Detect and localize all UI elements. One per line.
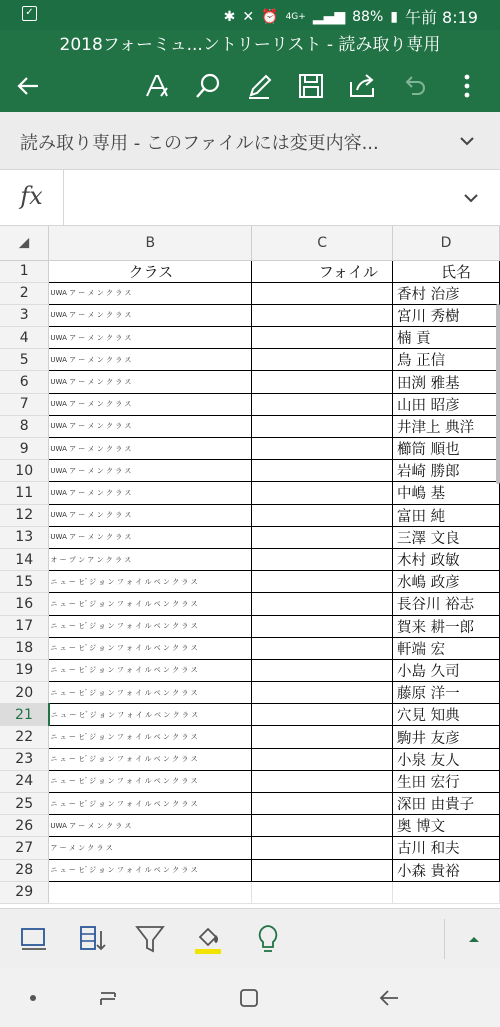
spreadsheet-grid[interactable] <box>0 226 500 908</box>
cell-foil[interactable] <box>252 482 393 504</box>
table-row <box>0 349 500 371</box>
row-number[interactable]: 16 <box>0 593 49 615</box>
table-row <box>0 327 500 349</box>
table-row <box>0 504 500 526</box>
window-title: 2018フォーミュ...ントリーリスト - 読み取り専用 <box>0 30 500 60</box>
lightbulb-icon[interactable] <box>252 923 284 955</box>
cell-foil[interactable] <box>252 615 393 637</box>
select-all-corner[interactable] <box>0 226 49 260</box>
cell-foil[interactable] <box>252 793 393 815</box>
cell-class[interactable]: ニ ュ ー ヒ ゙ ジ ョ ン フ ォ イ ル ベ ン ク ラ ス <box>49 748 252 770</box>
table-row <box>0 726 500 748</box>
cell-name[interactable]: 小泉 友人 <box>393 748 500 770</box>
android-nav-bar <box>0 968 500 1027</box>
row-number[interactable]: 29 <box>0 881 49 903</box>
cell-name[interactable]: 小森 貴裕 <box>393 859 500 881</box>
table-row <box>0 637 500 659</box>
cell-class[interactable]: ニ ュ ー ヒ ゙ ジ ョ ン フ ォ イ ル ベ ン ク ラ ス <box>49 793 252 815</box>
formula-bar[interactable] <box>0 170 500 226</box>
cell-name[interactable]: 生田 宏行 <box>393 770 500 792</box>
cell-foil[interactable] <box>252 460 393 482</box>
table-row <box>0 682 500 704</box>
nav-dot-icon[interactable] <box>20 985 46 1011</box>
column-header-b[interactable]: B <box>49 226 252 260</box>
cell-class[interactable]: UWA ア ー メ ン ク ラ ス <box>49 393 252 415</box>
cell-class[interactable]: UWA ア ー メ ン ク ラ ス <box>49 415 252 437</box>
more-icon[interactable] <box>451 70 483 102</box>
row-number[interactable]: 15 <box>0 571 49 593</box>
cell-name[interactable]: 田渕 雅基 <box>393 371 500 393</box>
cell-foil[interactable] <box>252 726 393 748</box>
network-badge: 4G+ <box>285 11 306 22</box>
table-row <box>0 304 500 326</box>
row-number[interactable]: 24 <box>0 770 49 792</box>
table-row <box>0 593 500 615</box>
cell-class[interactable]: オ ー プ ン ア ン ク ラ ス <box>49 548 252 570</box>
row-number[interactable]: 4 <box>0 327 49 349</box>
row-number[interactable]: 27 <box>0 837 49 859</box>
cell-foil[interactable] <box>252 282 393 304</box>
row-number[interactable]: 18 <box>0 637 49 659</box>
mute-icon: ✕ <box>242 8 255 25</box>
bluetooth-icon: ✱ <box>223 8 236 25</box>
cell-foil[interactable] <box>252 859 393 881</box>
cell-foil[interactable] <box>252 704 393 726</box>
fx-label: fx <box>0 170 64 225</box>
cell-class[interactable]: UWA ア ー メ ン ク ラ ス <box>49 282 252 304</box>
row-number[interactable]: 12 <box>0 504 49 526</box>
sheet-table <box>0 226 500 904</box>
filter-icon[interactable] <box>134 923 166 955</box>
undo-icon <box>398 70 430 102</box>
row-number[interactable]: 5 <box>0 349 49 371</box>
cell-empty[interactable] <box>252 881 393 903</box>
row-number[interactable]: 1 <box>0 260 49 282</box>
header-cell-name[interactable]: 氏名 <box>393 260 500 282</box>
row-number[interactable]: 26 <box>0 815 49 837</box>
cell-name[interactable]: 富田 純 <box>393 504 500 526</box>
row-number[interactable]: 21 <box>0 704 49 726</box>
nav-back-icon[interactable] <box>376 985 402 1011</box>
cell-class[interactable]: ア ー メ ン ク ラ ス <box>49 837 252 859</box>
search-icon[interactable] <box>192 70 224 102</box>
cell-class[interactable]: ニ ュ ー ヒ ゙ ジ ョ ン フ ォ イ ル ベ ン ク ラ ス <box>49 704 252 726</box>
table-row <box>0 815 500 837</box>
cell-name[interactable]: 三澤 文良 <box>393 526 500 548</box>
cell-name[interactable]: 宮川 秀樹 <box>393 304 500 326</box>
cell-name[interactable]: 駒井 友彦 <box>393 726 500 748</box>
row-number[interactable]: 7 <box>0 393 49 415</box>
table-row <box>0 526 500 548</box>
sort-icon[interactable] <box>77 923 109 955</box>
cell-foil[interactable] <box>252 837 393 859</box>
cell-name[interactable]: 木村 政敏 <box>393 548 500 570</box>
row-number[interactable]: 10 <box>0 460 49 482</box>
cell-class[interactable]: ニ ュ ー ヒ ゙ ジ ョ ン フ ォ イ ル ベ ン ク ラ ス <box>49 682 252 704</box>
row-number[interactable]: 3 <box>0 304 49 326</box>
table-row <box>0 482 500 504</box>
expand-up-icon[interactable] <box>458 923 490 955</box>
cell-class[interactable]: UWA ア ー メ ン ク ラ ス <box>49 349 252 371</box>
table-row <box>0 282 500 304</box>
status-bar-right <box>224 5 478 28</box>
bottom-ribbon <box>0 908 500 968</box>
cell-name[interactable]: 奥 博文 <box>393 815 500 837</box>
cell-foil[interactable] <box>252 682 393 704</box>
alarm-icon: ⏰ <box>261 8 279 25</box>
recent-apps-icon[interactable] <box>95 985 121 1011</box>
column-header-d[interactable]: D <box>393 226 500 260</box>
table-row <box>0 393 500 415</box>
cell-name[interactable]: 賀来 耕一郎 <box>393 615 500 637</box>
cell-name[interactable]: 水嶋 政彦 <box>393 571 500 593</box>
row-number[interactable]: 8 <box>0 415 49 437</box>
cell-name[interactable]: 楠 貢 <box>393 327 500 349</box>
row-number[interactable]: 20 <box>0 682 49 704</box>
row-number[interactable]: 17 <box>0 615 49 637</box>
cell-name[interactable]: 長谷川 裕志 <box>393 593 500 615</box>
pen-icon[interactable] <box>243 70 275 102</box>
battery-percent: 88% <box>352 8 384 25</box>
ribbon-divider <box>444 919 445 959</box>
cell-class[interactable]: ニ ュ ー ヒ ゙ ジ ョ ン フ ォ イ ル ベ ン ク ラ ス <box>49 571 252 593</box>
cell-name[interactable]: 香村 治彦 <box>393 282 500 304</box>
table-row <box>0 770 500 792</box>
back-arrow-icon[interactable] <box>12 70 44 102</box>
cell-foil[interactable] <box>252 571 393 593</box>
table-row <box>0 615 500 637</box>
cell-foil[interactable] <box>252 504 393 526</box>
cell-name[interactable]: 藤原 洋一 <box>393 682 500 704</box>
cell-empty[interactable] <box>393 881 500 903</box>
cell-name[interactable]: 中嶋 基 <box>393 482 500 504</box>
table-row <box>0 837 500 859</box>
cell-class[interactable]: UWA ア ー メ ン ク ラ ス <box>49 504 252 526</box>
cell-name[interactable]: 山田 昭彦 <box>393 393 500 415</box>
table-row-empty <box>0 881 500 903</box>
table-row <box>0 571 500 593</box>
table-row <box>0 704 500 726</box>
scroll-handle[interactable] <box>496 304 500 484</box>
text-style-icon[interactable] <box>141 70 173 102</box>
cell-foil[interactable] <box>252 371 393 393</box>
cell-foil[interactable] <box>252 327 393 349</box>
banner-text: 読み取り専用 - このファイルには変更内容... <box>20 133 379 154</box>
notification-check-icon: ✓ <box>22 6 37 21</box>
table-row <box>0 460 500 482</box>
cell-name[interactable]: 深田 由貴子 <box>393 793 500 815</box>
save-icon[interactable] <box>295 70 327 102</box>
sheet-view-icon[interactable] <box>18 923 50 955</box>
cell-class[interactable]: ニ ュ ー ヒ ゙ ジ ョ ン フ ォ イ ル ベ ン ク ラ ス <box>49 859 252 881</box>
cell-foil[interactable] <box>252 748 393 770</box>
row-number[interactable]: 23 <box>0 748 49 770</box>
cell-name[interactable]: 古川 和夫 <box>393 837 500 859</box>
cell-foil[interactable] <box>252 393 393 415</box>
cell-foil[interactable] <box>252 815 393 837</box>
cell-foil[interactable] <box>252 770 393 792</box>
cell-class[interactable]: ニ ュ ー ヒ ゙ ジ ョ ン フ ォ イ ル ベ ン ク ラ ス <box>49 726 252 748</box>
cell-name[interactable]: 櫛筒 順也 <box>393 438 500 460</box>
cell-name[interactable]: 鳥 正信 <box>393 349 500 371</box>
row-number[interactable]: 28 <box>0 859 49 881</box>
table-row <box>0 548 500 570</box>
cell-class[interactable]: ニ ュ ー ヒ ゙ ジ ョ ン フ ォ イ ル ベ ン ク ラ ス <box>49 593 252 615</box>
row-number[interactable]: 14 <box>0 548 49 570</box>
cell-class[interactable]: UWA ア ー メ ン ク ラ ス <box>49 371 252 393</box>
cell-class[interactable]: UWA ア ー メ ン ク ラ ス <box>49 304 252 326</box>
row-number[interactable]: 22 <box>0 726 49 748</box>
row-number[interactable]: 11 <box>0 482 49 504</box>
table-row <box>0 793 500 815</box>
cell-class[interactable]: UWA ア ー メ ン ク ラ ス <box>49 327 252 349</box>
row-number[interactable]: 19 <box>0 659 49 681</box>
cell-class[interactable]: UWA ア ー メ ン ク ラ ス <box>49 482 252 504</box>
battery-icon: ▮ <box>390 8 398 25</box>
read-only-banner[interactable] <box>0 112 500 170</box>
cell-class[interactable]: UWA ア ー メ ン ク ラ ス <box>49 815 252 837</box>
cell-foil[interactable] <box>252 438 393 460</box>
row-number[interactable]: 6 <box>0 371 49 393</box>
cell-name[interactable]: 軒端 宏 <box>393 637 500 659</box>
cell-foil[interactable] <box>252 637 393 659</box>
cell-foil[interactable] <box>252 526 393 548</box>
row-number[interactable]: 25 <box>0 793 49 815</box>
cell-name[interactable]: 井津上 典洋 <box>393 415 500 437</box>
cell-name[interactable]: 穴見 知典 <box>393 704 500 726</box>
cell-foil[interactable] <box>252 593 393 615</box>
home-icon[interactable] <box>236 985 262 1011</box>
cell-class[interactable]: UWA ア ー メ ン ク ラ ス <box>49 460 252 482</box>
column-header-c[interactable]: C <box>252 226 393 260</box>
cell-foil[interactable] <box>252 659 393 681</box>
table-row <box>0 659 500 681</box>
cell-name[interactable]: 小島 久司 <box>393 659 500 681</box>
row-number[interactable]: 9 <box>0 438 49 460</box>
cell-foil[interactable] <box>252 415 393 437</box>
column-header-row <box>0 226 500 260</box>
table-row <box>0 748 500 770</box>
cell-class[interactable]: ニ ュ ー ヒ ゙ ジ ョ ン フ ォ イ ル ベ ン ク ラ ス <box>49 637 252 659</box>
share-icon[interactable] <box>346 70 378 102</box>
table-header-row <box>0 260 500 282</box>
row-number[interactable]: 2 <box>0 282 49 304</box>
row-number[interactable]: 13 <box>0 526 49 548</box>
table-row <box>0 859 500 881</box>
cell-foil[interactable] <box>252 548 393 570</box>
clock: 午前 8:19 <box>404 8 478 27</box>
cell-class[interactable]: ニ ュ ー ヒ ゙ ジ ョ ン フ ォ イ ル ベ ン ク ラ ス <box>49 770 252 792</box>
header-cell-class[interactable]: クラス <box>49 260 252 282</box>
header-cell-foil[interactable]: フォイル <box>252 260 393 282</box>
signal-icon: ▂▄▆ <box>312 8 346 25</box>
formula-expand-icon[interactable] <box>462 189 480 207</box>
cell-empty[interactable] <box>49 881 252 903</box>
cell-name[interactable]: 岩崎 勝郎 <box>393 460 500 482</box>
cell-class[interactable]: ニ ュ ー ヒ ゙ ジ ョ ン フ ォ イ ル ベ ン ク ラ ス <box>49 615 252 637</box>
table-row <box>0 415 500 437</box>
cell-class[interactable]: ニ ュ ー ヒ ゙ ジ ョ ン フ ォ イ ル ベ ン ク ラ ス <box>49 659 252 681</box>
chevron-down-icon[interactable] <box>458 132 476 150</box>
toolbar <box>0 60 500 112</box>
cell-foil[interactable] <box>252 349 393 371</box>
cell-foil[interactable] <box>252 304 393 326</box>
table-row <box>0 371 500 393</box>
table-row <box>0 438 500 460</box>
cell-class[interactable]: UWA ア ー メ ン ク ラ ス <box>49 438 252 460</box>
fill-color-icon[interactable] <box>192 923 224 955</box>
cell-class[interactable]: UWA ア ー メ ン ク ラ ス <box>49 526 252 548</box>
status-bar <box>0 0 500 30</box>
